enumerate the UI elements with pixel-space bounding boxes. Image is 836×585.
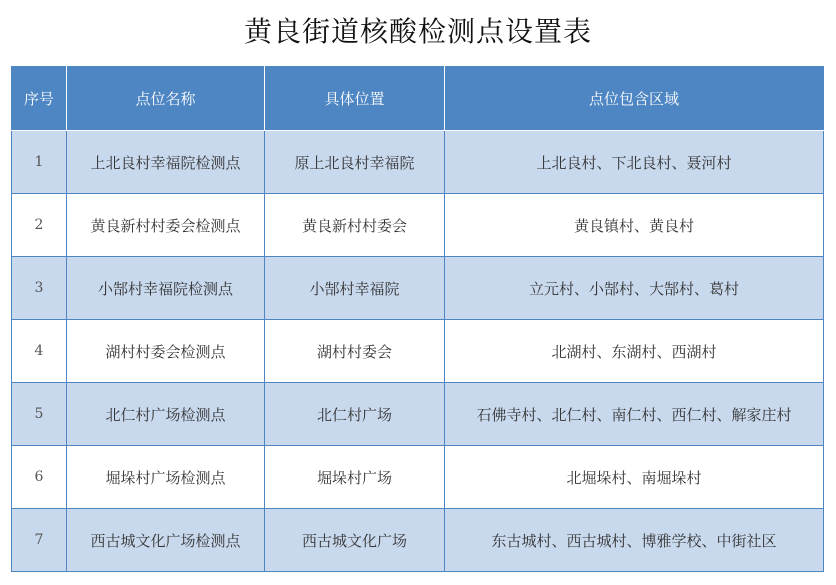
- table-row: [12, 509, 824, 572]
- cell-site-name: 西古城文化广场检测点: [67, 509, 265, 572]
- table-header-row: [12, 67, 824, 131]
- testing-site-table: [11, 66, 824, 572]
- cell-coverage-area: 北堀垛村、南堀垛村: [445, 446, 824, 509]
- cell-index: 1: [12, 131, 67, 194]
- cell-coverage-area: 黄良镇村、黄良村: [445, 194, 824, 257]
- cell-coverage-area: 东古城村、西古城村、博雅学校、中街社区: [445, 509, 824, 572]
- cell-location: 湖村村委会: [265, 320, 445, 383]
- cell-site-name: 黄良新村村委会检测点: [67, 194, 265, 257]
- table-row: [12, 446, 824, 509]
- cell-site-name: 北仁村广场检测点: [67, 383, 265, 446]
- cell-coverage-area: 北湖村、东湖村、西湖村: [445, 320, 824, 383]
- cell-coverage-area: 上北良村、下北良村、聂河村: [445, 131, 824, 194]
- cell-site-name: 湖村村委会检测点: [67, 320, 265, 383]
- cell-index: 5: [12, 383, 67, 446]
- cell-location: 北仁村广场: [265, 383, 445, 446]
- column-header-coverage-area: 点位包含区域: [445, 67, 824, 131]
- table-row: [12, 194, 824, 257]
- table-row: [12, 257, 824, 320]
- cell-index: 6: [12, 446, 67, 509]
- column-header-index: 序号: [12, 67, 67, 131]
- cell-index: 7: [12, 509, 67, 572]
- cell-location: 黄良新村村委会: [265, 194, 445, 257]
- cell-index: 3: [12, 257, 67, 320]
- cell-site-name: 上北良村幸福院检测点: [67, 131, 265, 194]
- cell-location: 原上北良村幸福院: [265, 131, 445, 194]
- cell-coverage-area: 石佛寺村、北仁村、南仁村、西仁村、解家庄村: [445, 383, 824, 446]
- page-title: 黄良街道核酸检测点设置表: [243, 15, 592, 48]
- cell-site-name: 堀垛村广场检测点: [67, 446, 265, 509]
- cell-index: 4: [12, 320, 67, 383]
- cell-location: 小郜村幸福院: [265, 257, 445, 320]
- column-header-site-name: 点位名称: [67, 67, 265, 131]
- table-row: [12, 320, 824, 383]
- column-header-location: 具体位置: [265, 67, 445, 131]
- cell-location: 堀垛村广场: [265, 446, 445, 509]
- table-row: [12, 131, 824, 194]
- cell-index: 2: [12, 194, 67, 257]
- cell-location: 西古城文化广场: [265, 509, 445, 572]
- table-row: [12, 383, 824, 446]
- cell-coverage-area: 立元村、小郜村、大郜村、葛村: [445, 257, 824, 320]
- cell-site-name: 小郜村幸福院检测点: [67, 257, 265, 320]
